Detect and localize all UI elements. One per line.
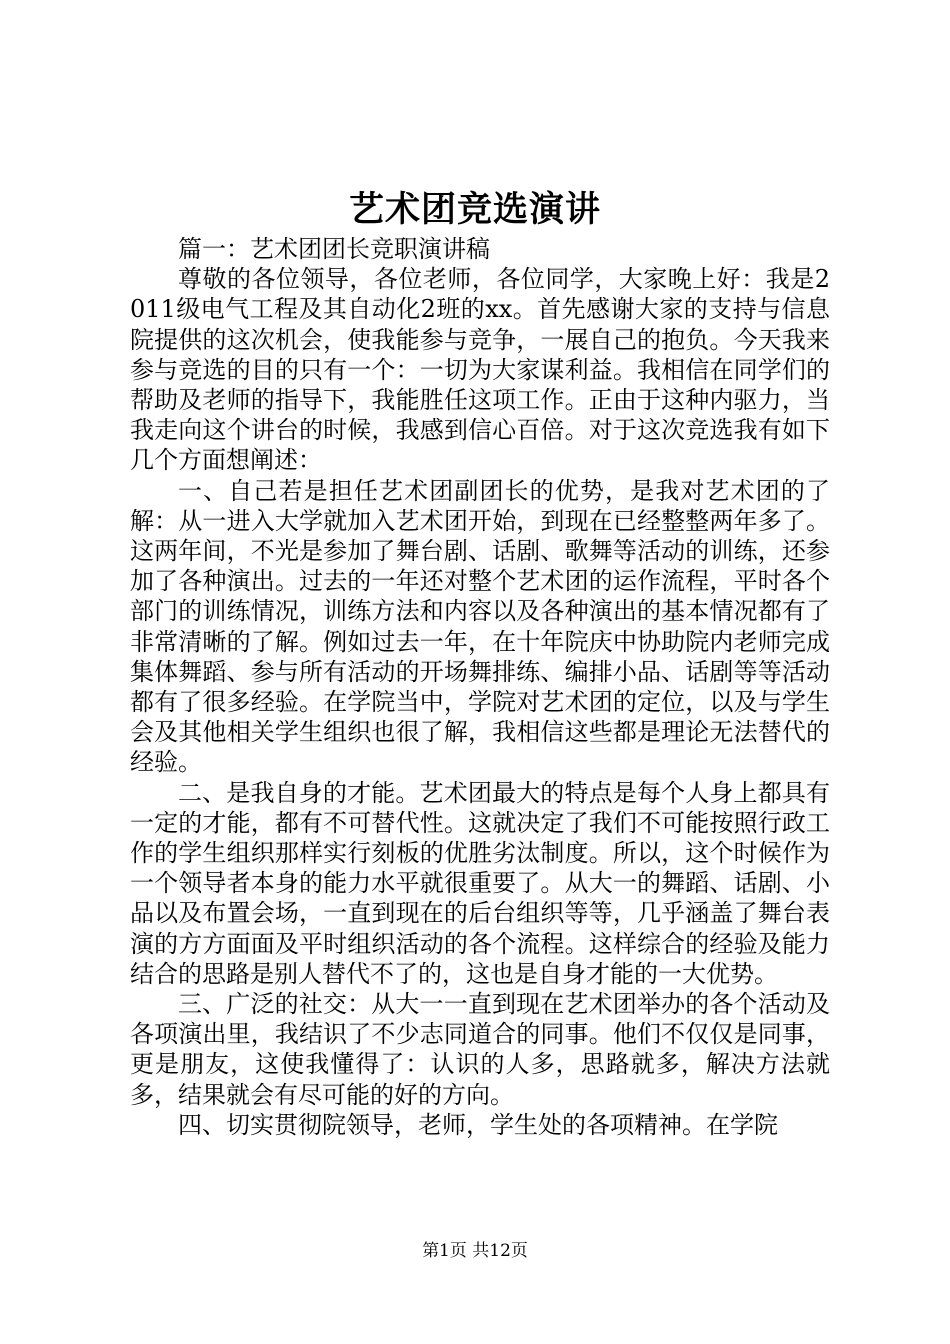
document-body [130, 234, 830, 1140]
paragraph-point-four: 四、切实贯彻院领导，老师，学生处的各项精神。在学院 [178, 1110, 778, 1139]
document-title: 艺术团竞选演讲 [348, 189, 601, 230]
page-number-footer: 第1页 共12页 [422, 1241, 528, 1261]
paragraph-point-two: 二、是我自身的才能。艺术团最大的特点是每个人身上都具有一定的才能，都有不可替代性。这就决定了我们不可能按照行政工作的学生组织那样实行刻板的优胜劣汰制度。所以，这个时候作为一个领导者本身的能力水平就很重要了。从大一的舞蹈、话剧、小品以及布置会场，一直到现在的后台组织等等，几乎涵盖了舞台表演的方方面面及平时组织活动的各个流程。这样综合的经验及能力结合的思路是别人替代不了的，这也是自身才能的一大优势。 [130, 778, 830, 988]
paragraph-greeting: 尊敬的各位领导，各位老师，各位同学，大家晚上好：我是2011级电气工程及其自动化2班的xx。首先感谢大家的支持与信息院提供的这次机会，使我能参与竞争，一展自己的抱负。今天我来参与竞选的目的只有一个：一切为大家谋利益。我相信在同学们的帮助及老师的指导下，我能胜任这项工作。正由于这种内驱力，当我走向这个讲台的时候，我感到信心百倍。对于这次竞选我有如下几个方面想阐述： [130, 265, 830, 475]
paragraph-point-one: 一、自己若是担任艺术团副团长的优势，是我对艺术团的了解：从一进入大学就加入艺术团开始，到现在已经整整两年多了。这两年间，不光是参加了舞台剧、话剧、歌舞等活动的训练，还参加了各种演出。过去的一年还对整个艺术团的运作流程，平时各个部门的训练情况，训练方法和内容以及各种演出的基本情况都有了非常清晰的了解。例如过去一年，在十年院庆中协助院内老师完成集体舞蹈、参与所有活动的开场舞排练、编排小品、话剧等等活动都有了很多经验。在学院当中，学院对艺术团的定位，以及与学生会及其他相关学生组织也很了解，我相信这些都是理论无法替代的经验。 [130, 476, 830, 777]
paragraph-heading: 篇一：艺术团团长竞职演讲稿 [178, 235, 490, 263]
paragraph-point-three: 三、广泛的社交：从大一一直到现在艺术团举办的各个活动及各项演出里，我结识了不少志同道合的同事。他们不仅仅是同事，更是朋友，这使我懂得了：认识的人多，思路就多，解决方法就多，结果就会有尽可能的好的方向。 [130, 990, 830, 1109]
